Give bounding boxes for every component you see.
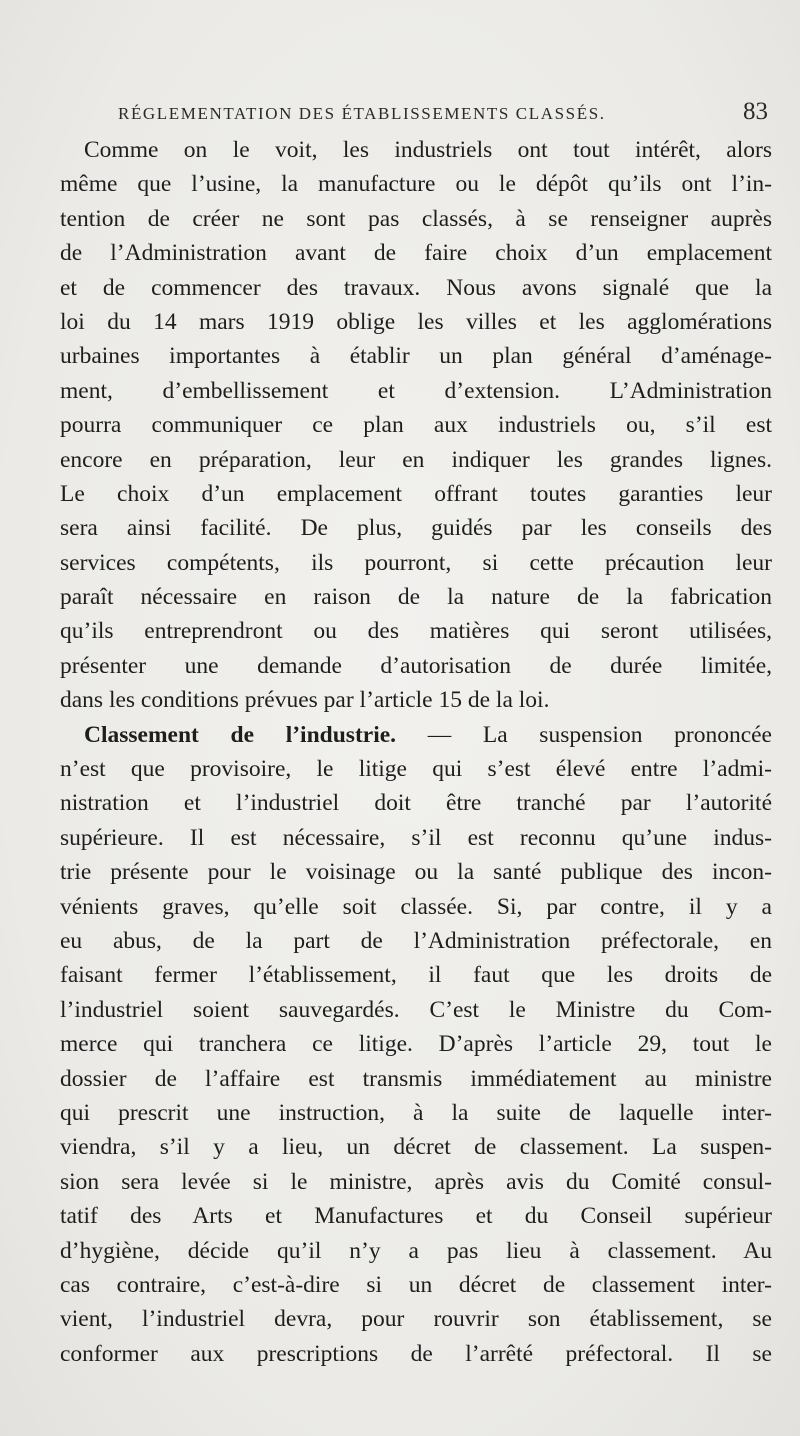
paragraph-2 xyxy=(60,718,772,1371)
text-line: présenter une demande d’autorisation de durée limitée, xyxy=(60,652,772,679)
text-line: viendra, s’il y a lieu, un décret de classement. La suspen- xyxy=(60,1134,772,1161)
page-number: 83 xyxy=(743,98,768,125)
text-line: encore en préparation, leur en indiquer les grandes lignes. xyxy=(60,446,772,473)
heading-line-rest: — La suspension prononcée xyxy=(396,721,772,748)
running-head xyxy=(118,98,770,130)
text-line: Comme on le voit, les industriels ont tout intérêt, alors xyxy=(84,137,772,163)
body-text xyxy=(60,133,772,1371)
paragraph-1 xyxy=(60,133,772,718)
text-line: de l’Administration avant de faire choix d’un emplacement xyxy=(60,240,772,267)
text-line: d’hygiène, décide qu’il n’y a pas lieu à classement. Au xyxy=(60,1237,772,1264)
text-line: cas contraire, c’est-à-dire si un décret de classement inter- xyxy=(60,1271,772,1298)
text-line: tatif des Arts et Manufactures et du Conseil supérieur xyxy=(60,1203,772,1230)
text-line: n’est que provisoire, le litige qui s’est élevé entre l’admi- xyxy=(60,756,772,783)
text-line xyxy=(60,718,772,752)
text-line: merce qui tranchera ce litige. D’après l’article 29, tout le xyxy=(60,1031,772,1058)
text-line: trie présente pour le voisinage ou la santé publique des incon- xyxy=(60,859,772,886)
text-line: vient, l’industriel devra, pour rouvrir son établissement, se xyxy=(60,1306,772,1333)
text-line: services compétents, ils pourront, si cette précaution leur xyxy=(60,549,772,576)
text-line: et de commencer des travaux. Nous avons signalé que la xyxy=(60,274,772,301)
text-line: supérieure. Il est nécessaire, s’il est reconnu qu’une indus- xyxy=(60,824,772,851)
text-line: l’industriel soient sauvegardés. C’est le Ministre du Com- xyxy=(60,996,772,1023)
text-line: conformer aux prescriptions de l’arrêté préfectoral. Il se xyxy=(60,1340,772,1367)
text-line: dans les conditions prévues par l’article 15 de la loi. xyxy=(60,687,550,714)
text-line: dossier de l’affaire est transmis immédiatement au ministre xyxy=(60,1065,772,1092)
text-line: nistration et l’industriel doit être tranché par l’autorité xyxy=(60,790,772,817)
text-line: loi du 14 mars 1919 oblige les villes et les agglomérations xyxy=(60,308,772,335)
text-line: ment, d’embellissement et d’extension. L’Administration xyxy=(60,377,772,404)
text-line: vénients graves, qu’elle soit classée. Si, par contre, il y a xyxy=(60,893,772,920)
running-head-title: RÉGLEMENTATION DES ÉTABLISSEMENTS CLASSÉS. xyxy=(118,104,606,123)
text-line: paraît nécessaire en raison de la nature de la fabrication xyxy=(60,584,772,611)
text-line: sion sera levée si le ministre, après avis du Comité consul- xyxy=(60,1168,772,1195)
text-line: sera ainsi facilité. De plus, guidés par les conseils des xyxy=(60,515,772,542)
text-line: qui prescrit une instruction, à la suite de laquelle inter- xyxy=(60,1099,772,1126)
text-line: eu abus, de la part de l’Administration préfectorale, en xyxy=(60,927,772,954)
text-line: qu’ils entreprendront ou des matières qui seront utilisées, xyxy=(60,618,772,645)
section-heading: Classement de l’industrie. xyxy=(84,721,397,748)
text-line: tention de créer ne sont pas classés, à se renseigner auprès xyxy=(60,205,772,232)
text-line: pourra communiquer ce plan aux industriels ou, s’il est xyxy=(60,412,772,439)
text-line: même que l’usine, la manufacture ou le dépôt qu’ils ont l’in- xyxy=(60,171,772,198)
text-line: faisant fermer l’établissement, il faut que les droits de xyxy=(60,962,772,989)
text-line: urbaines importantes à établir un plan général d’aménage- xyxy=(60,343,772,370)
text-line: Le choix d’un emplacement offrant toutes garanties leur xyxy=(60,480,772,507)
